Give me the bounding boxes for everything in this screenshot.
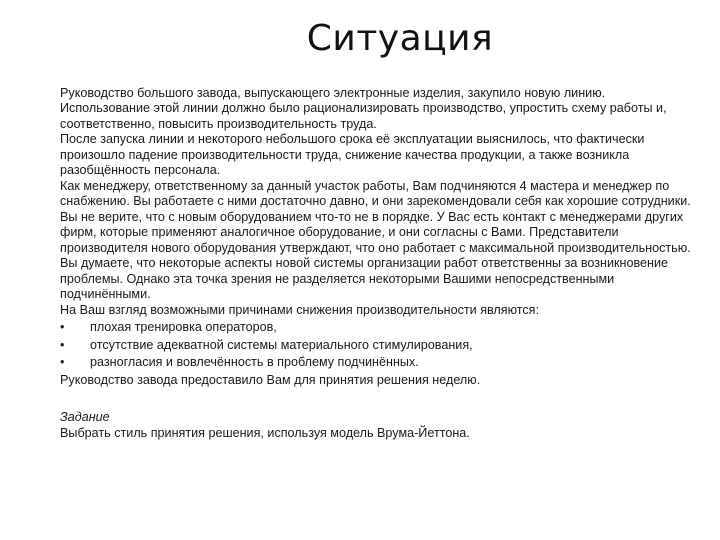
paragraph-6-text: На Ваш взгляд возможными причинами снижения производительности являются: <box>60 302 539 317</box>
paragraph-2 <box>60 132 692 179</box>
paragraph-1 <box>60 70 692 132</box>
bullet-item <box>60 355 692 371</box>
bullet-item-text: отсутствие адекватной системы материального стимулирования, <box>90 337 473 352</box>
paragraph-2-text: После запуска линии и некоторого небольшого срока её эксплуатации выяснилось, что фактически произошло падение производительности труда, снижение качества продукции, а также возникла разобщённость персонала. <box>60 132 645 177</box>
bullet-item-text: разногласия и вовлечённость в проблему подчинённых. <box>90 355 419 369</box>
bullet-icon: • <box>60 355 65 369</box>
section-gap <box>60 388 692 410</box>
paragraph-6 <box>60 303 692 319</box>
paragraph-3 <box>60 179 692 210</box>
task-heading: Задание <box>60 410 110 424</box>
bullet-item <box>60 338 692 354</box>
paragraph-5-text: Вы думаете, что некоторые аспекты новой системы организации работ ответственны за возникновение проблемы. Однако эта точка зрения не разделяется некоторыми Вашими непосредственными подчинёнными. <box>60 256 669 301</box>
bullet-icon: • <box>60 320 65 334</box>
paragraph-4 <box>60 210 692 257</box>
paragraph-5 <box>60 256 692 303</box>
paragraph-4-text: Вы не верите, что с новым оборудованием что-то не в порядке. У Вас есть контакт с менеджерами других фирм, которые применяют аналогичное оборудование, и они согласны с Вами. Представители производителя нового оборудования утверждают, что оно работает с максимальной производительностью. <box>60 209 691 255</box>
slide-body <box>60 70 692 441</box>
closing-paragraph: Руководство завода предоставило Вам для принятия решения неделю. <box>60 372 481 387</box>
task-text: Выбрать стиль принятия решения, используя модель Врума-Йеттона. <box>60 425 470 440</box>
paragraph-1-text: Руководство большого завода, выпускающего электронные изделия, закупило новую линию. Использование этой линии должно было рационализировать производство, упростить схему работы и, соответственно, повысить производительность труда. <box>60 85 667 131</box>
bullet-item <box>60 320 692 336</box>
bullet-item-text: плохая тренировка операторов, <box>90 320 277 334</box>
slide-title: Ситуация <box>306 18 494 59</box>
paragraph-3-text: Как менеджеру, ответственному за данный участок работы, Вам подчиняются 4 мастера и менеджер по снабжению. Вы работаете с ними достаточно давно, и они зарекомендовали себя как хорошие сотрудники. <box>60 178 691 208</box>
bullet-icon: • <box>60 337 65 352</box>
